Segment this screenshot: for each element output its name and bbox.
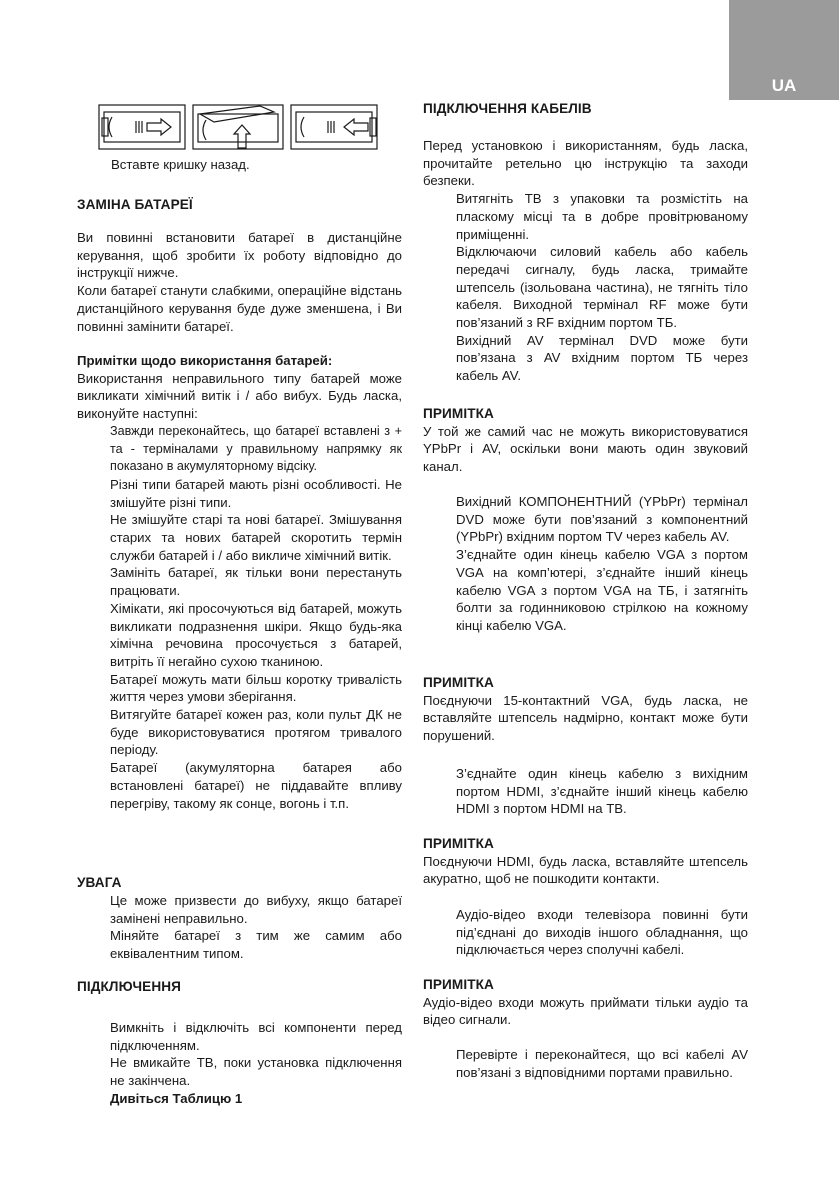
component-vga-list xyxy=(423,493,748,635)
note-text: Аудіо-відео входи можуть приймати тільки аудіо та відео сигнали. xyxy=(423,994,748,1028)
section-heading-cable-connection: ПІДКЛЮЧЕННЯ КАБЕЛІВ xyxy=(423,101,592,116)
notes-heading: Примітки щодо використання батарей: xyxy=(77,353,333,368)
list-item: Аудіо-відео входи телевізора повинні бути під’єднані до виходів іншого обладнання, що підключається через сполучні кабелі. xyxy=(456,907,748,958)
note-heading: ПРИМІТКА xyxy=(423,675,494,690)
battery-cover-illustration xyxy=(98,104,379,152)
note-hdmi xyxy=(423,835,748,888)
section-heading-battery-replacement: ЗАМІНА БАТАРЕЇ xyxy=(77,197,193,212)
list-item: Витягуйте батареї кожен раз, коли пульт ДК не буде використовуватися протягом тривалого періоду. xyxy=(110,707,402,758)
notes-list xyxy=(77,423,402,812)
paragraph: Використання неправильного типу батарей може викликати хімічний витік і / або вибух. Будь ласка, виконуйте наступні: xyxy=(77,370,402,422)
list-item: Вихідний AV термінал DVD може бути пов’язана з AV вхідним портом ТБ через кабель AV. xyxy=(456,332,748,384)
note-text: У той же самий час не можуть використовуватися YPbPr і AV, оскільки вони мають один звуковий канал. xyxy=(423,423,748,475)
note-text: Поєднуючи 15-контактний VGA, будь ласка, не вставляйте штепсель надмірно, контакт може бути порушений. xyxy=(423,692,748,744)
section-heading-caution: УВАГА xyxy=(77,875,122,890)
table-reference: Дивіться Таблицю 1 xyxy=(110,1090,243,1106)
hdmi-list xyxy=(423,765,748,818)
list-item: Це може призвести до вибуху, якщо батареї замінені неправильно. xyxy=(110,893,402,926)
cable-list xyxy=(423,190,748,385)
list-item: Різні типи батарей мають різні особливості. Не змішуйте різні типи. xyxy=(110,476,402,510)
battery-cover-slide-in-figure xyxy=(291,105,377,149)
list-item: З’єднайте один кінець кабелю VGA з портом VGA на комп’ютері, з’єднайте інший кінець кабелю VGA з портом VGA на ТБ, і затягніть болти за годинниковою стрілкою на кожному кінці кабелю VGA. xyxy=(456,547,748,633)
list-item: Замініть батареї, як тільки вони перестануть працювати. xyxy=(110,565,402,599)
list-item: Не змішуйте старі та нові батареї. Змішування старих та нових батарей скоротить термін служби батарей і / або викличе хімічний витік. xyxy=(110,512,402,563)
list-item: Вихідний КОМПОНЕНТНИЙ (YPbPr) термінал DVD може бути пов’язаний з компонентний (YPbPr) вхідним портом TV через кабель AV. xyxy=(456,494,748,545)
list-item: Витягніть ТВ з упаковки та розмістіть на пласкому місці та в добре провітрюваному приміщенні. xyxy=(456,191,748,242)
battery-cover-slide-out-figure xyxy=(99,105,185,149)
list-item: Перевірте і переконайтеся, що всі кабелі AV пов’язані з відповідними портами правильно. xyxy=(456,1047,748,1080)
paragraph: Ви повинні встановити батареї в дистанційне керування, щоб зробити їх роботу відповідно до інструкції нижче. xyxy=(77,230,402,281)
list-item: Батареї можуть мати більш коротку тривалість життя через умови зберігання. xyxy=(110,671,402,705)
language-code: UA xyxy=(771,76,797,95)
list-item: Вимкніть і відключіть всі компоненти перед підключенням. xyxy=(110,1020,402,1053)
av-check-list xyxy=(423,1046,748,1081)
section-heading-connection: ПІДКЛЮЧЕННЯ xyxy=(77,979,182,994)
cable-connection-text xyxy=(423,137,748,385)
list-item: Міняйте батареї з тим же самим або еквівалентним типом. xyxy=(110,928,402,962)
list-item: З’єднайте один кінець кабелю з вихідним портом HDMI, з’єднайте інший кінець кабелю HDMI з портом HDMI на ТВ. xyxy=(456,766,748,817)
battery-replacement-text xyxy=(77,229,402,335)
figure-caption: Вставте кришку назад. xyxy=(111,157,250,172)
list-item: Відключаючи силовий кабель або кабель передачі сигналу, будь ласка, тримайте штепсель (ізольована частина), не тягніть тіло кабеля. Виходной термінал RF може бути пов’язаний з RF вхідним портом ТБ. xyxy=(456,244,748,331)
paragraph: Перед установкою і використанням, будь ласка, прочитайте ретельно цю інструкцію та заходи безпеки. xyxy=(423,138,748,189)
note-vga xyxy=(423,674,748,745)
av-inputs-list xyxy=(423,906,748,959)
list-item: Не вмикайте ТВ, поки установка підключення не закінчена. xyxy=(110,1055,402,1089)
note-text: Поєднуючи HDMI, будь ласка, вставляйте штепсель акуратно, щоб не пошкодити контакти. xyxy=(423,853,748,887)
note-ypbpr xyxy=(423,405,748,476)
list-item: Хімікати, які просочуються від батарей, можуть викликати подразнення шкіри. Якщо будь-яка хімічна речовина просочується з батарей, витріть її негайно сухою тканиною. xyxy=(110,600,402,669)
note-heading: ПРИМІТКА xyxy=(423,836,494,851)
connection-list xyxy=(77,1019,402,1108)
list-item: Завжди переконайтесь, що батареї вставлені з + та - терміналами у правильному напрямку як показано в акумуляторному відсіку. xyxy=(110,423,402,474)
note-av xyxy=(423,976,748,1029)
battery-cover-lift-figure xyxy=(193,105,283,149)
language-tab xyxy=(729,0,839,100)
note-heading: ПРИМІТКА xyxy=(423,406,494,421)
paragraph: Коли батареї станути слабкими, операційне відстань дистанційного керування буде дуже зменшена, і Ви повинні замінити батареї. xyxy=(77,283,402,334)
caution-list xyxy=(77,892,402,963)
note-heading: ПРИМІТКА xyxy=(423,977,494,992)
battery-notes xyxy=(77,352,402,812)
list-item: Батареї (акумуляторна батарея або встановлені батареї) не піддавайте впливу перегріву, такому як сонце, вогонь і т.п. xyxy=(110,760,402,811)
